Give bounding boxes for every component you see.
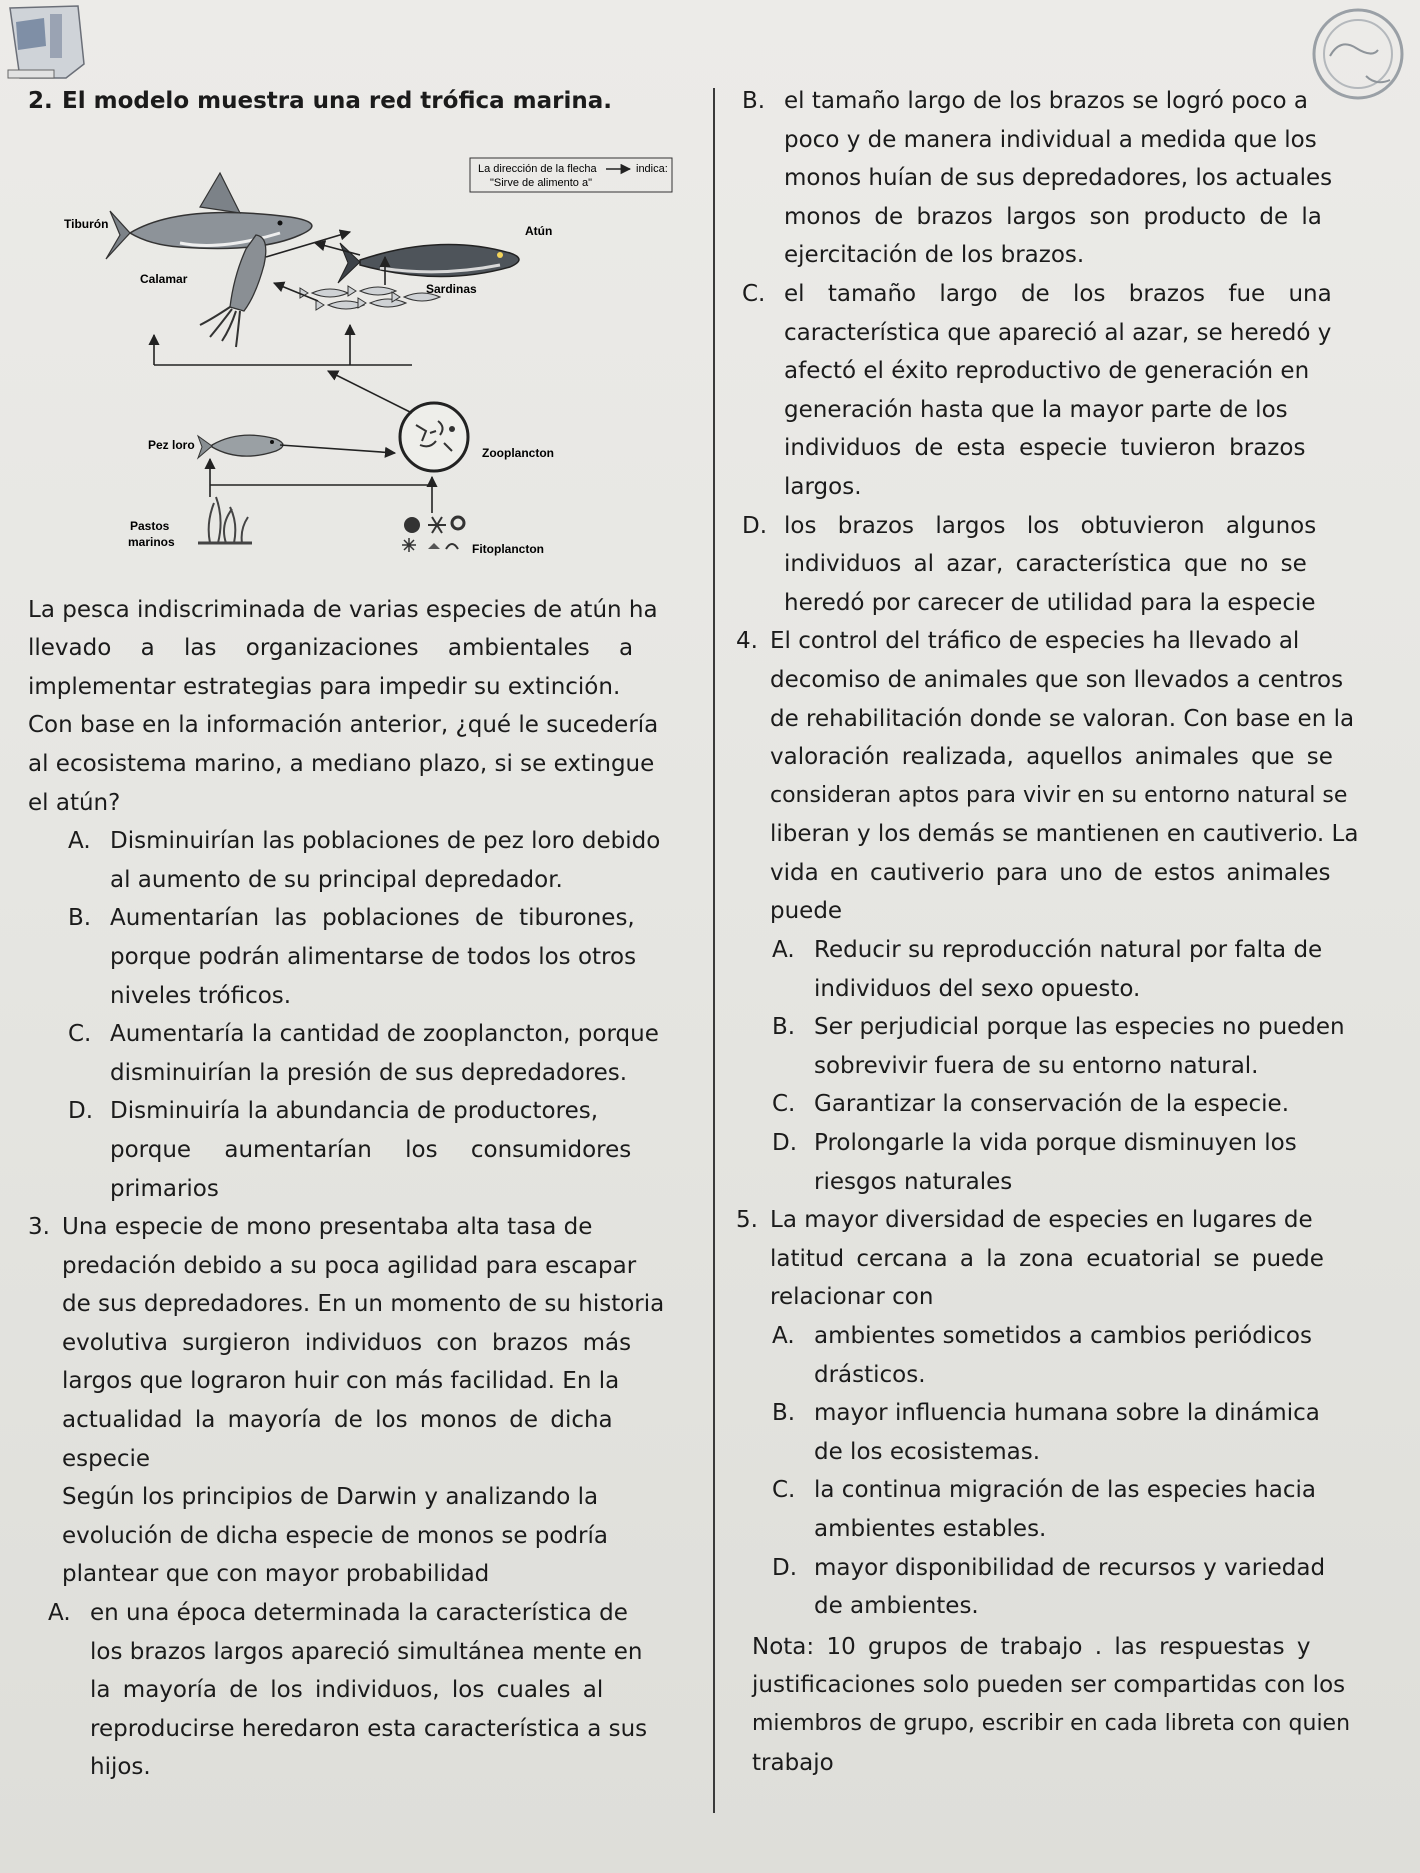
q5-number: 5.: [736, 1207, 758, 1234]
option-letter: C.: [742, 280, 766, 307]
option-line: primarios: [110, 1175, 219, 1202]
option-line: el tamaño largo de los brazos fue una: [784, 280, 1332, 307]
option-line: Aumentaría la cantidad de zooplancton, porque: [110, 1021, 659, 1048]
q2-stem-line: La pesca indiscriminada de varias especies de atún ha: [28, 596, 658, 623]
option-letter: B.: [772, 1400, 796, 1427]
q4: [736, 622, 1372, 931]
q3-stem-line: evolutiva surgieron individuos con brazos más: [62, 1329, 632, 1356]
q3-stem-line: especie: [62, 1445, 151, 1472]
q2-number: 2.: [28, 88, 53, 114]
q2-option-c[interactable]: [68, 1015, 698, 1092]
option-line: generación hasta que la mayor parte de los: [784, 396, 1288, 423]
option-line: ejercitación de los brazos.: [784, 242, 1085, 269]
q3-option-d[interactable]: [742, 507, 1372, 623]
q4-stem-line: puede: [770, 898, 843, 925]
option-line: riesgos naturales: [814, 1168, 1013, 1195]
option-letter: C.: [772, 1477, 796, 1504]
option-line: porque podrán alimentarse de todos los otros: [110, 943, 637, 970]
q3-stem-line: Según los principios de Darwin y analizando la: [62, 1484, 599, 1511]
option-line: afectó el éxito reproductivo de generación en: [784, 358, 1310, 385]
label-zooplancton: Zooplancton: [482, 446, 554, 460]
nota-line: trabajo: [752, 1749, 834, 1776]
nota: [742, 1628, 1372, 1782]
arrow-pezloro-zooplancton: [280, 445, 395, 453]
option-line: ambientes estables.: [814, 1515, 1047, 1542]
phytoplankton-icon: [402, 517, 464, 552]
q5-option-a[interactable]: [772, 1317, 1372, 1394]
q3-stem-line: largos que lograron huir con más facilidad. En la: [62, 1368, 620, 1395]
option-line: poco y de manera individual a medida que los: [784, 126, 1317, 153]
option-line: Reducir su reproducción natural por falta de: [814, 937, 1323, 964]
option-line: Aumentarían las poblaciones de tiburones,: [110, 905, 635, 932]
option-line: Disminuirían las poblaciones de pez loro debido: [110, 828, 661, 855]
option-line: individuos de esta especie tuvieron brazos: [784, 435, 1306, 462]
option-letter: B.: [742, 88, 766, 114]
q3-number: 3.: [28, 1214, 50, 1241]
q3-stem-line: predación debido a su poca agilidad para escapar: [62, 1252, 637, 1279]
option-line: Garantizar la conservación de la especie.: [814, 1091, 1290, 1118]
label-pezloro: Pez loro: [148, 438, 195, 452]
nota-line: miembros de grupo, escribir en cada libreta con quien: [752, 1710, 1351, 1736]
label-pastos: Pastos: [130, 519, 170, 533]
label-marinos: marinos: [128, 535, 175, 549]
q3-stem-line: de sus depredadores. En un momento de su historia: [62, 1291, 665, 1318]
food-web-arrows: [154, 232, 432, 513]
option-line: de ambientes.: [814, 1593, 979, 1620]
q2-options: [28, 822, 698, 1208]
q2-title: El modelo muestra una red trófica marina.: [62, 88, 613, 114]
option-line: la continua migración de las especies hacia: [814, 1477, 1317, 1504]
q5-option-c[interactable]: [772, 1471, 1372, 1548]
q2-option-b[interactable]: [68, 899, 698, 1015]
arrow-zooplancton-sardinas-base: [328, 371, 412, 413]
option-letter: A.: [68, 828, 91, 855]
q3-stem-line: actualidad la mayoría de los monos de dicha: [62, 1407, 613, 1434]
marine-food-web-diagram: [60, 125, 690, 580]
option-line: largos.: [784, 473, 862, 500]
label-sardinas: Sardinas: [426, 282, 477, 296]
q2-option-d[interactable]: [68, 1092, 698, 1208]
option-line: Disminuiría la abundancia de productores,: [110, 1098, 599, 1125]
q2-stem-line: implementar estrategias para impedir su extinción.: [28, 673, 621, 700]
option-line: individuos del sexo opuesto.: [814, 975, 1141, 1002]
option-letter: B.: [772, 1014, 796, 1041]
nota-line: Nota: 10 grupos de trabajo . las respuestas y: [752, 1633, 1311, 1660]
label-calamar: Calamar: [140, 272, 188, 286]
q3-stem-line: evolución de dicha especie de monos se podría: [62, 1522, 608, 1549]
q2-heading: [28, 82, 698, 121]
arrow-sardinas-calamar: [274, 283, 318, 301]
q4-stem-line: liberan y los demás se mantienen en cautiverio. La: [770, 821, 1359, 848]
option-line: ambientes sometidos a cambios periódicos: [814, 1323, 1312, 1349]
q5-stem-line: La mayor diversidad de especies en lugares de: [770, 1207, 1313, 1234]
option-letter: C.: [772, 1091, 796, 1118]
option-line: monos huían de sus depredadores, los actuales: [784, 165, 1333, 192]
option-line: característica que apareció al azar, se heredó y: [784, 319, 1332, 346]
q5-option-b[interactable]: [772, 1394, 1372, 1471]
shark-icon: [106, 173, 312, 259]
option-line: mayor influencia humana sobre la dinámica: [814, 1400, 1320, 1427]
q2-stem: [28, 591, 698, 823]
q4-option-c[interactable]: [772, 1085, 1372, 1124]
q4-option-d[interactable]: [772, 1124, 1372, 1201]
q4-option-a[interactable]: [772, 931, 1372, 1008]
q3-stem-line: plantear que con mayor probabilidad: [62, 1561, 490, 1588]
q3-option-c[interactable]: [742, 275, 1372, 507]
option-line: en una época determinada la característica de: [90, 1600, 628, 1627]
option-line: la mayoría de los individuos, los cuales al: [90, 1677, 604, 1704]
option-line: hijos.: [90, 1754, 151, 1781]
option-line: al aumento de su principal depredador.: [110, 866, 563, 893]
zooplankton-icon: [400, 403, 468, 471]
option-letter: C.: [68, 1021, 92, 1048]
option-letter: A.: [772, 937, 795, 964]
option-letter: B.: [68, 905, 92, 932]
q3-stem-line: Una especie de mono presentaba alta tasa de: [62, 1214, 593, 1241]
legend-text-2: "Sirve de alimento a": [490, 177, 592, 189]
option-letter: D.: [742, 512, 768, 539]
nota-line: justificaciones solo pueden ser compartidas con los: [752, 1672, 1346, 1699]
q4-stem-line: El control del tráfico de especies ha llevado al: [770, 628, 1300, 655]
option-letter: D.: [772, 1130, 798, 1157]
option-line: sobrevivir fuera de su entorno natural.: [814, 1052, 1259, 1079]
option-line: reproducirse heredaron esta característica a sus: [90, 1715, 648, 1742]
q5: [736, 1201, 1372, 1317]
right-column: [736, 82, 1372, 1782]
option-line: Prolongarle la vida porque disminuyen los: [814, 1130, 1297, 1157]
parrotfish-icon: [198, 435, 283, 458]
q4-options: [742, 931, 1372, 1201]
option-line: niveles tróficos.: [110, 982, 292, 1009]
sea-grass-icon: [198, 497, 252, 543]
option-line: drásticos.: [814, 1361, 926, 1388]
q2-stem-line: al ecosistema marino, a mediano plazo, si se extingue: [28, 750, 655, 777]
q4-stem-line: decomiso de animales que son llevados a centros: [770, 666, 1344, 693]
q4-option-b[interactable]: [772, 1008, 1372, 1085]
q2-stem-line: llevado a las organizaciones ambientales a: [28, 635, 634, 662]
q2-option-a[interactable]: [68, 822, 698, 899]
q3: [28, 1208, 698, 1594]
q3-option-b[interactable]: [742, 82, 1372, 275]
option-line: los brazos largos los obtuvieron algunos: [784, 512, 1317, 539]
option-line: de los ecosistemas.: [814, 1438, 1041, 1465]
q5-options: [742, 1317, 1372, 1626]
sardines-icon: [300, 286, 440, 310]
q4-number: 4.: [736, 628, 758, 655]
q5-option-d[interactable]: [772, 1549, 1372, 1626]
label-tiburon: Tiburón: [64, 217, 109, 231]
q2-stem-line: Con base en la información anterior, ¿qué le sucedería: [28, 712, 659, 739]
legend-text-indica: indica:: [636, 163, 668, 175]
arrow-atun-tiburon: [315, 243, 360, 255]
option-line: monos de brazos largos son producto de la: [784, 203, 1322, 230]
squid-icon: [200, 235, 266, 347]
option-letter: A.: [772, 1323, 795, 1349]
q2-stem-line: el atún?: [28, 789, 121, 816]
option-line: porque aumentarían los consumidores: [110, 1136, 632, 1163]
school-logo-icon: [6, 4, 92, 86]
option-line: Ser perjudicial porque las especies no pueden: [814, 1014, 1345, 1041]
q3-options-left: [28, 1594, 698, 1787]
option-line: los brazos largos apareció simultánea mente en: [90, 1638, 643, 1665]
option-line: disminuirían la presión de sus depredadores.: [110, 1059, 628, 1086]
column-divider: [713, 88, 715, 1813]
option-line: mayor disponibilidad de recursos y variedad: [814, 1554, 1326, 1581]
q4-stem-line: valoración realizada, aquellos animales que se: [770, 744, 1333, 771]
option-line: heredó por carecer de utilidad para la especie: [784, 589, 1316, 616]
tuna-icon: [338, 243, 519, 283]
option-letter: D.: [68, 1098, 94, 1125]
option-letter: A.: [48, 1600, 71, 1627]
option-line: individuos al azar, característica que no se: [784, 551, 1307, 578]
q4-stem-line: de rehabilitación donde se valoran. Con base en la: [770, 705, 1355, 732]
option-line: el tamaño largo de los brazos se logró poco a: [784, 88, 1308, 114]
q4-stem-line: vida en cautiverio para uno de estos animales: [770, 859, 1331, 886]
q5-stem-line: relacionar con: [770, 1284, 934, 1311]
q4-stem-line: consideran aptos para vivir en su entorno natural se: [770, 782, 1348, 808]
label-fitoplancton: Fitoplancton: [472, 542, 544, 556]
label-atun: Atún: [525, 224, 553, 238]
q3-option-a[interactable]: [48, 1594, 698, 1787]
option-letter: D.: [772, 1554, 798, 1581]
q5-stem-line: latitud cercana a la zona ecuatorial se puede: [770, 1245, 1324, 1272]
legend-text-1: La dirección de la flecha: [478, 163, 597, 175]
